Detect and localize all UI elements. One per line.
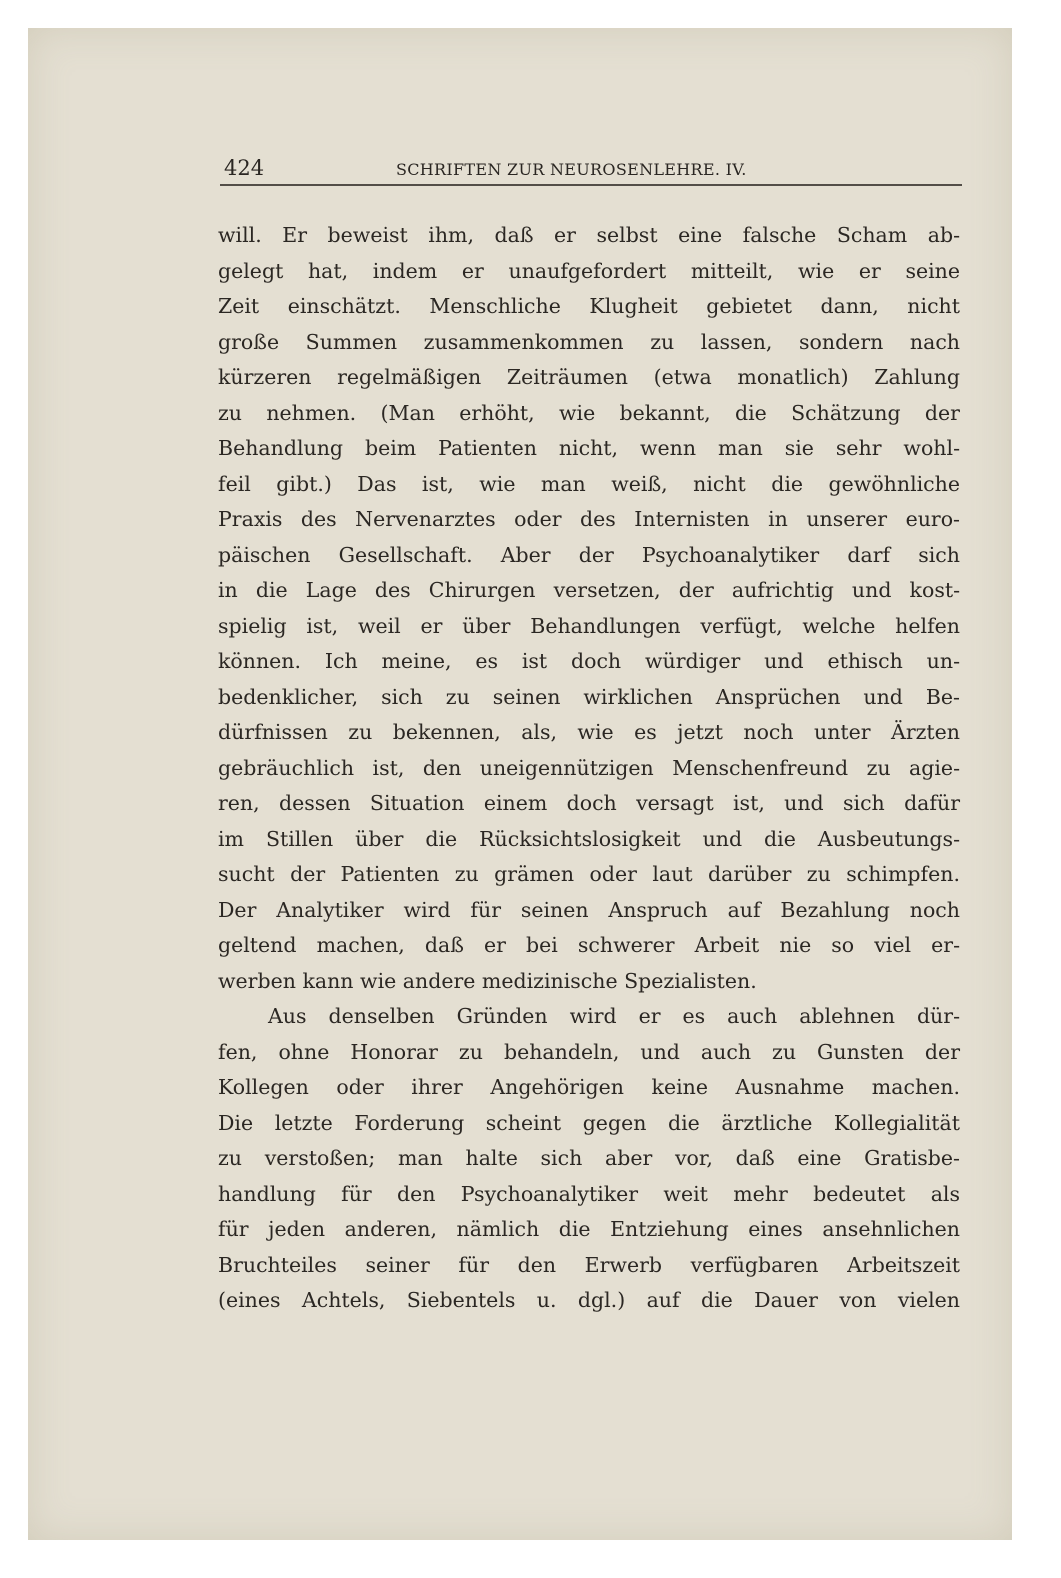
header-rule — [220, 184, 962, 186]
text-line: zu verstoßen; man halte sich aber vor, daß eine Gratisbe- — [218, 1146, 960, 1170]
text-line: kürzeren regelmäßigen Zeiträumen (etwa monatlich) Zahlung — [218, 365, 960, 389]
text-line: handlung für den Psychoanalytiker weit mehr bedeutet als — [218, 1181, 960, 1206]
body-text — [218, 218, 960, 1319]
text-line: sucht der Patienten zu grämen oder laut darüber zu schimpfen. — [218, 862, 960, 886]
book-page — [28, 28, 1012, 1540]
text-line: zu nehmen. (Man erhöht, wie bekannt, die Schätzung der — [218, 400, 960, 425]
text-line: bedenklicher, sich zu seinen wirklichen Ansprüchen und Be- — [218, 684, 960, 709]
page-header — [224, 156, 962, 186]
running-title: SCHRIFTEN ZUR NEUROSENLEHRE. IV. — [396, 160, 747, 179]
text-line: spielig ist, weil er über Behandlungen verfügt, welche helfen — [218, 613, 960, 638]
text-line: feil gibt.) Das ist, wie man weiß, nicht die gewöhnliche — [218, 471, 960, 496]
text-line: geltend machen, daß er bei schwerer Arbeit nie so viel er- — [218, 933, 960, 957]
text-line: Der Analytiker wird für seinen Anspruch auf Bezahlung noch — [218, 897, 960, 922]
text-line: im Stillen über die Rücksichtslosigkeit und die Ausbeutungs- — [218, 826, 960, 851]
text-line: gelegt hat, indem er unaufgefordert mitteilt, wie er seine — [218, 258, 960, 283]
text-line: päischen Gesellschaft. Aber der Psychoanalytiker darf sich — [218, 542, 960, 567]
text-line: für jeden anderen, nämlich die Entziehung eines ansehnlichen — [218, 1217, 960, 1241]
text-line: in die Lage des Chirurgen versetzen, der aufrichtig und kost- — [218, 578, 960, 602]
text-line: dürfnissen zu bekennen, als, wie es jetzt noch unter Ärzten — [218, 720, 960, 744]
page-number: 424 — [224, 156, 265, 180]
text-line: Die letzte Forderung scheint gegen die ärztliche Kollegialität — [218, 1110, 960, 1135]
text-line: ren, dessen Situation einem doch versagt ist, und sich dafür — [218, 791, 960, 815]
text-line: (eines Achtels, Siebentels u. dgl.) auf die Dauer von vielen — [218, 1288, 960, 1312]
text-line: Kollegen oder ihrer Angehörigen keine Ausnahme machen. — [218, 1075, 960, 1099]
text-line: fen, ohne Honorar zu behandeln, und auch zu Gunsten der — [218, 1039, 960, 1064]
text-line: gebräuchlich ist, den uneigennützigen Menschenfreund zu agie- — [218, 755, 960, 780]
text-line: will. Er beweist ihm, daß er selbst eine falsche Scham ab- — [218, 223, 960, 247]
text-line: Praxis des Nervenarztes oder des Internisten in unserer euro- — [218, 507, 960, 531]
text-line: Zeit einschätzt. Menschliche Klugheit gebietet dann, nicht — [218, 294, 960, 318]
text-line: Behandlung beim Patienten nicht, wenn man sie sehr wohl- — [218, 436, 960, 460]
text-line: werben kann wie andere medizinische Spezialisten. — [218, 968, 757, 993]
text-line: Aus denselben Gründen wird er es auch ablehnen dür- — [268, 1004, 960, 1028]
text-line: können. Ich meine, es ist doch würdiger und ethisch un- — [218, 649, 960, 673]
text-line: Bruchteiles seiner für den Erwerb verfügbaren Arbeitszeit — [218, 1252, 960, 1277]
text-line: große Summen zusammenkommen zu lassen, sondern nach — [218, 329, 960, 354]
